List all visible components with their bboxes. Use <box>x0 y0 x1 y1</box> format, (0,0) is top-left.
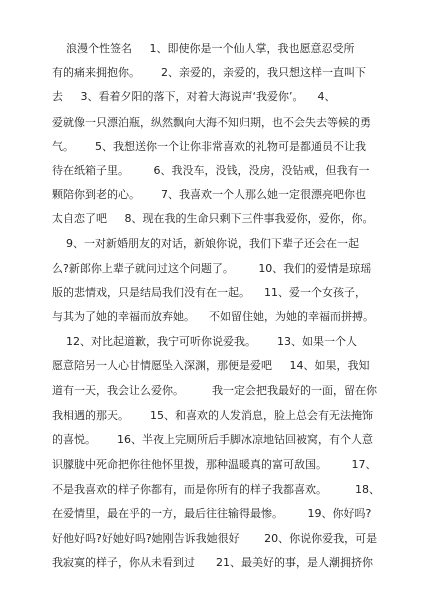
text-line: 太自恋了吧 8、现在我的生命只剩下三件事我爱你，爱你，你。 <box>52 212 374 225</box>
text-line: 颗陪你到老的心。 7、我喜欢一个人那么她一定很漂亮吧你也 <box>52 188 366 201</box>
text-line: 12、对比起道歉，我宁可听你说爱我。 13、如果一个人 <box>52 335 357 348</box>
text-line: 道有一天，我会让么爱你。 我一定会把我最好的一面，留在你 <box>52 384 377 397</box>
text-line: 在爱情里，最在乎的一方，最后往往输得最惨。 19、你好吗? <box>52 507 372 520</box>
text-line: 爱就像一只漂泊瓶，纵然飘向大海不知归期，也不会失去等候的勇 <box>52 116 371 129</box>
text-line: 不是我喜欢的样子你都有，而是你所有的样子我都喜欢。 18、 <box>52 483 380 496</box>
text-line: 有的痛来拥抱你。 2、亲爱的，亲爱的，我只想这样一直叫下 <box>52 66 366 79</box>
text-line: 愿意陪另一人心甘情愿坠入深渊，那便是爱吧 14、如果，我知 <box>52 359 370 372</box>
text-line: 待在纸箱子里。 6、我没车，没钱，没房，没钻戒，但我有一 <box>52 164 370 177</box>
text-line: 版的悲情戏，只是结局我们没有在一起。 11、爱一个女孩子， <box>52 286 366 299</box>
text-line: 么?新郎你上辈子就问过这个问题了。 10、我们的爱情是琼瑶 <box>52 262 372 275</box>
text-line: 气。 5、我想送你一个让你非常喜欢的礼物可是都通员不让我 <box>52 140 366 153</box>
text-line: 我寂寞的样子，你从未看到过 21、最美好的事，是人潮拥挤你 <box>52 556 373 569</box>
text-line: 去 3、看着夕阳的落下，对着大海说声‘我爱你’。 4、 <box>52 90 336 103</box>
text-line: 好他好吗?好她好吗?她刚告诉我她很好 20、你说你爱我，可是 <box>52 532 378 545</box>
text-line: 的喜悦。 16、半夜上完厕所后手脚冰凉地钻回被窝，有个人意 <box>52 433 373 446</box>
text-line: 与其为了她的幸福而放弃她。 不如留住她，为她的幸福而拼搏。 <box>52 310 374 323</box>
text-line: 识朦胧中死命把你往他怀里拨，那种温暖真的富可敌国。 17、 <box>52 458 377 471</box>
text-line: 9、一对新婚朋友的对话，新娘你说，我们下辈子还会在一起 <box>52 237 359 250</box>
text-line: 我相遇的那天。 15、和喜欢的人发消息，脸上总会有无法掩饰 <box>52 409 373 422</box>
text-line: 浪漫个性签名 1、即使你是一个仙人掌，我也愿意忍受所 <box>52 42 355 55</box>
